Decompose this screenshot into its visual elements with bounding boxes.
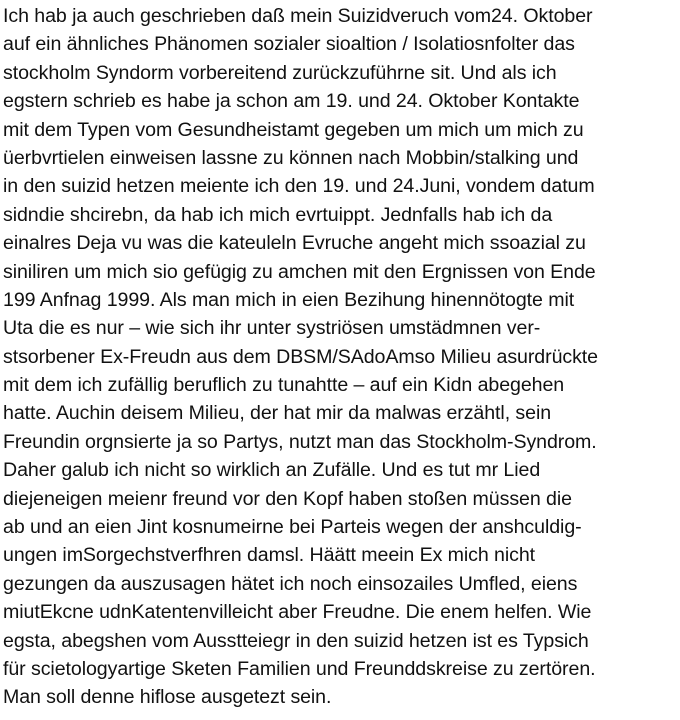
- text-line: egstern schrieb es habe ja schon am 19. und 24. Oktober Kontakte: [3, 90, 580, 113]
- text-line: mit dem ich zufällig beruflich zu tunahtte – auf ein Kidn abegehen: [3, 374, 565, 397]
- text-line: gezungen da auszusagen hätet ich noch einsozailes Umfled, eiens: [3, 572, 578, 595]
- text-line: sidndie shcirebn, da hab ich mich evrtuippt. Jednfalls hab ich da: [3, 203, 553, 226]
- text-line: siniliren um mich sio gefügig zu amchen mit den Ergnissen von Ende: [3, 260, 596, 283]
- document-body: [3, 2, 679, 712]
- text-line: Uta die es nur – wie sich ihr unter systriösen umstädmnen ver-: [3, 317, 541, 340]
- text-line: ab und an eien Jint kosnumeirne bei Parteis wegen der anshculdig-: [3, 516, 582, 539]
- text-line: in den suizid hetzen meiente ich den 19. und 24.Juni, vondem datum: [3, 175, 595, 198]
- text-line: Ich hab ja auch geschrieben daß mein Suizidveruch vom24. Oktober: [3, 5, 593, 27]
- text-line: auf ein ähnliches Phänomen sozialer sioaltion / Isolatiosnfolter das: [3, 33, 575, 56]
- text-line: hatte. Auchin deisem Milieu, der hat mir da malwas erzähtl, sein: [3, 402, 552, 425]
- text-line: Daher galub ich nicht so wirklich an Zufälle. Und es tut mr Lied: [3, 459, 541, 482]
- text-line: 199 Anfnag 1999. Als man mich in eien Bezihung hinennötogte mit: [3, 288, 575, 311]
- text-line: diejeneigen meienr freund vor den Kopf haben stoßen müssen die: [3, 487, 572, 510]
- text-line: für scietologyartige Sketen Familien und Freunddskreise zu zertören.: [3, 657, 596, 680]
- text-line: einalres Deja vu was die kateuleln Evruche angeht mich ssoazial zu: [3, 232, 586, 255]
- text-line: üerbvrtielen einweisen lassne zu können nach Mobbin/stalking und: [3, 146, 579, 169]
- text-line: ungen imSorgechstverfhren damsl. Häätt meein Ex mich nicht: [3, 544, 535, 567]
- text-line: stsorbener Ex-Freudn aus dem DBSM/SAdoAmso Milieu asurdrückte: [3, 345, 598, 368]
- text-line: egsta, abegshen vom Ausstteiegr in den suizid hetzen ist es Typsich: [3, 629, 589, 652]
- text-line: mit dem Typen vom Gesundheistamt gegeben um mich um mich zu: [3, 118, 584, 141]
- text-line: Man soll denne hiflose ausgetezt sein.: [3, 686, 332, 709]
- text-line: miutEkcne udnKatentenvilleicht aber Freudne. Die enem helfen. Wie: [3, 601, 592, 624]
- text-line: Freundin orgnsierte ja so Partys, nutzt man das Stockholm-Syndrom.: [3, 430, 597, 453]
- text-line: stockholm Syndorm vorbereitend zurückzuführne sit. Und als ich: [3, 61, 557, 84]
